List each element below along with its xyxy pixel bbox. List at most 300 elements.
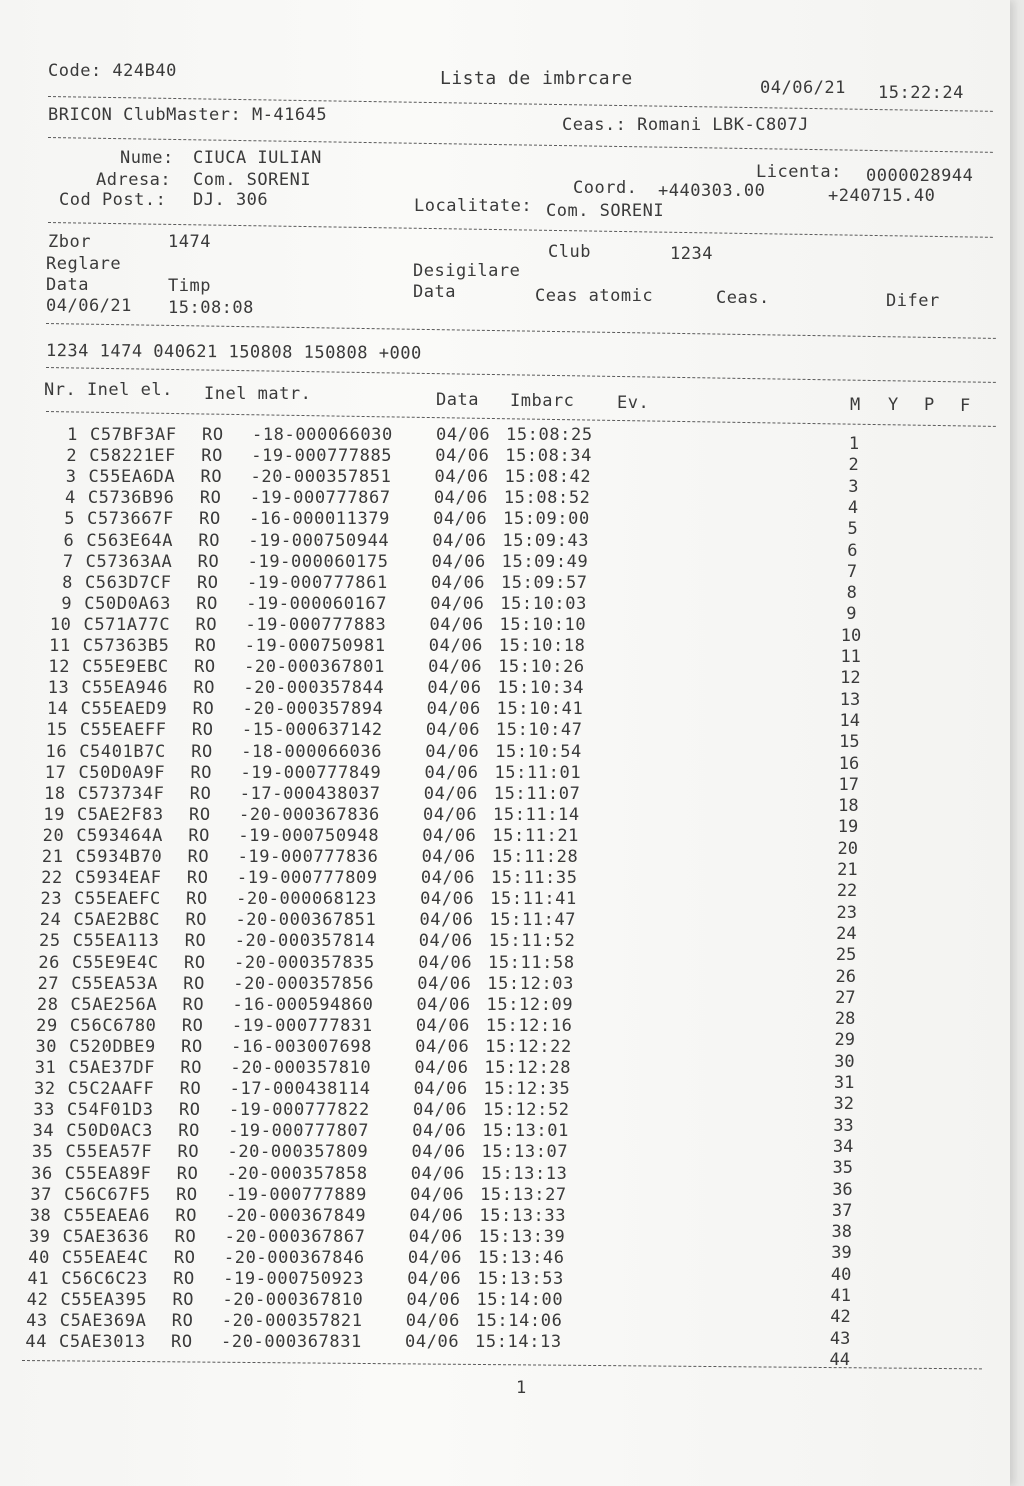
- ring-number: -19-000777861: [246, 572, 388, 593]
- arrival-time: 15:12:09: [486, 994, 574, 1015]
- electronic-ring: C563D7CF: [84, 572, 172, 593]
- country-code: RO: [187, 847, 210, 867]
- position-m: 11: [840, 647, 861, 667]
- electronic-ring: C58221EF: [89, 446, 176, 467]
- ring-number: -19-000777885: [251, 446, 393, 467]
- col-y: Y: [888, 395, 899, 415]
- country-code: RO: [183, 973, 205, 994]
- ring-number: -20-000367867: [224, 1226, 366, 1247]
- country-code: RO: [199, 488, 222, 509]
- ring-number: -20-000357894: [242, 699, 384, 720]
- electronic-ring: C520DBE9: [69, 1036, 156, 1057]
- electronic-ring: C5AE37DF: [68, 1058, 156, 1078]
- owner-address: Com. SORENI: [193, 170, 312, 190]
- arrival-time: 15:10:26: [498, 657, 585, 678]
- country-code: RO: [201, 446, 223, 467]
- country-code: RO: [181, 1036, 203, 1057]
- row-number: 24: [39, 910, 62, 931]
- ring-number: -19-000060175: [247, 551, 389, 572]
- country-code: RO: [191, 720, 214, 741]
- arrival-time: 15:10:03: [500, 593, 587, 614]
- electronic-ring: C55EAEFF: [79, 720, 167, 741]
- arrival-date: 04/06: [424, 762, 479, 783]
- ring-number: -17-000438037: [239, 783, 381, 804]
- arrival-date: 04/06: [428, 636, 483, 656]
- ring-number: -20-000357844: [243, 678, 385, 699]
- electronic-ring: C55EA53A: [71, 973, 158, 994]
- position-m: 8: [846, 583, 857, 604]
- arrival-time: 15:11:14: [493, 804, 580, 825]
- ring-number: -18-000066030: [252, 425, 393, 445]
- row-number: 23: [40, 889, 63, 910]
- table-row: [36, 763, 836, 785]
- arrival-time: 15:11:47: [489, 910, 577, 931]
- arrival-time: 15:13:53: [477, 1269, 564, 1289]
- row-number: 5: [64, 509, 76, 530]
- table-row: [24, 1142, 824, 1164]
- table-row: [26, 1058, 826, 1080]
- ring-number: -16-003007698: [231, 1036, 372, 1057]
- country-code: RO: [172, 1290, 195, 1311]
- table-row: [24, 1121, 824, 1143]
- country-code: RO: [182, 994, 205, 1015]
- country-code: RO: [173, 1269, 195, 1289]
- electronic-ring: C56C67F5: [64, 1184, 151, 1205]
- arrival-date: 04/06: [410, 1184, 465, 1205]
- position-m: 41: [830, 1286, 852, 1306]
- position-m: 3: [848, 476, 859, 497]
- position-m: 17: [838, 774, 859, 795]
- country-code: RO: [196, 572, 219, 593]
- arrival-date: 04/06: [432, 530, 487, 551]
- row-number: 40: [28, 1247, 50, 1268]
- row-number: 25: [39, 931, 61, 952]
- col-p: P: [924, 395, 935, 415]
- row-number: 19: [43, 804, 66, 825]
- arrival-time: 15:14:00: [476, 1290, 564, 1311]
- arrival-date: 04/06: [408, 1226, 463, 1247]
- ring-number: -20-000367846: [223, 1247, 365, 1268]
- position-m: 7: [846, 561, 858, 582]
- ring-number: -19-000750981: [244, 636, 386, 656]
- electronic-ring: C593464A: [76, 825, 163, 846]
- table-row: [22, 1185, 822, 1207]
- reglare-label: Reglare: [46, 254, 122, 274]
- country-code: RO: [193, 678, 216, 699]
- arrival-time: 15:11:07: [493, 783, 581, 804]
- ring-number: -19-000777889: [226, 1184, 367, 1205]
- arrival-time: 15:11:52: [488, 931, 576, 952]
- arrival-time: 15:12:35: [483, 1079, 571, 1100]
- table-row: [32, 889, 832, 911]
- ring-number: -20-000357814: [234, 931, 376, 952]
- arrival-time: 15:10:34: [497, 678, 585, 699]
- print-time: 15:22:24: [878, 83, 964, 103]
- electronic-ring: C54F01D3: [66, 1100, 154, 1121]
- table-row: [29, 974, 829, 996]
- row-number: 2: [66, 446, 78, 467]
- country-code: RO: [200, 467, 223, 488]
- arrival-time: 15:13:27: [480, 1184, 567, 1205]
- table-row: [35, 805, 835, 827]
- country-code: RO: [184, 952, 206, 973]
- arrival-time: 15:12:28: [484, 1058, 572, 1078]
- position-m: 37: [831, 1200, 853, 1221]
- country-code: RO: [180, 1058, 203, 1078]
- row-number: 21: [41, 847, 64, 867]
- electronic-ring: C573734F: [77, 783, 165, 804]
- position-m: 22: [836, 881, 858, 902]
- electronic-ring: C57363AA: [85, 551, 173, 572]
- arrival-date: 04/06: [427, 678, 482, 699]
- licence-number: 0000028944: [866, 166, 974, 186]
- table-row: [48, 425, 848, 447]
- row-number: 6: [63, 530, 75, 551]
- country-code: RO: [194, 657, 216, 678]
- country-code: RO: [197, 551, 220, 572]
- position-m: 6: [847, 540, 858, 561]
- position-m: 42: [830, 1307, 851, 1328]
- table-row: [46, 488, 846, 510]
- position-m: 10: [840, 625, 862, 646]
- row-number: 13: [47, 678, 70, 699]
- col-f: F: [960, 396, 971, 416]
- ring-number: -19-000777822: [228, 1100, 370, 1121]
- arrival-time: 15:10:10: [499, 614, 587, 635]
- table-row: [18, 1311, 818, 1333]
- country-code: RO: [191, 741, 213, 762]
- electronic-ring: C5934EAF: [74, 868, 162, 889]
- arrival-date: 04/06: [406, 1290, 461, 1311]
- arrival-time: 15:09:57: [500, 572, 588, 593]
- arrival-date: 04/06: [426, 699, 481, 720]
- arrival-time: 15:11:01: [494, 762, 582, 783]
- electronic-ring: C55EA946: [81, 678, 169, 699]
- code-label: Code: 424B40: [48, 61, 177, 81]
- electronic-ring: C5AE2F83: [77, 804, 164, 825]
- ring-number: -20-000367849: [225, 1205, 367, 1226]
- arrival-date: 04/06: [420, 889, 475, 910]
- position-m: 15: [839, 732, 860, 753]
- position-m: 31: [833, 1073, 855, 1093]
- table-row: [18, 1290, 818, 1312]
- ring-number: -19-000750944: [248, 530, 390, 551]
- ceas-label: Ceas.: [716, 288, 770, 308]
- arrival-date: 04/06: [425, 720, 481, 741]
- electronic-ring: C5AE369A: [59, 1311, 147, 1332]
- ring-number: -19-000777831: [231, 1015, 373, 1036]
- position-m: 21: [837, 860, 858, 880]
- row-number: 44: [25, 1332, 48, 1353]
- row-number: 28: [36, 994, 59, 1015]
- table-row: [21, 1227, 821, 1249]
- position-m: 23: [836, 902, 857, 923]
- electronic-ring: C5934B70: [75, 847, 163, 867]
- country-code: RO: [188, 825, 210, 846]
- zbor-value: 1474: [168, 232, 211, 252]
- desigilare-label: Desigilare: [413, 261, 521, 281]
- ring-number: -18-000066036: [241, 741, 383, 762]
- row-number: 35: [31, 1142, 54, 1163]
- difer-label: Difer: [886, 291, 940, 311]
- row-number: 16: [45, 741, 68, 762]
- row-number: 34: [32, 1121, 55, 1142]
- ring-number: -16-000011379: [249, 509, 390, 530]
- row-number: 39: [28, 1226, 51, 1247]
- row-number: 41: [27, 1269, 50, 1289]
- row-number: 17: [44, 762, 67, 783]
- divider: [46, 323, 996, 339]
- table-row: [42, 594, 842, 616]
- table-row: [31, 931, 831, 953]
- club-label: Club: [548, 242, 591, 262]
- electronic-ring: C55EAEFC: [74, 889, 161, 910]
- ring-number: -19-000777849: [240, 762, 382, 783]
- row-number: 4: [64, 488, 76, 509]
- arrival-date: 04/06: [421, 847, 476, 867]
- position-m: 38: [831, 1222, 853, 1243]
- address-label: Adresa:: [96, 170, 172, 190]
- arrival-time: 15:10:18: [498, 636, 586, 656]
- electronic-ring: C55E9E4C: [72, 952, 159, 973]
- row-number: 38: [29, 1205, 52, 1226]
- table-row: [37, 742, 837, 764]
- position-m: 20: [837, 838, 858, 859]
- position-m: 13: [839, 689, 861, 710]
- row-number: 32: [34, 1079, 56, 1100]
- table-row: [40, 657, 840, 679]
- divider: [46, 367, 996, 383]
- electronic-ring: C50D0A9F: [78, 762, 166, 783]
- arrival-date: 04/06: [433, 488, 489, 509]
- position-m: 26: [835, 966, 856, 987]
- table-row: [27, 1037, 827, 1059]
- arrival-date: 04/06: [433, 509, 488, 530]
- electronic-ring: C571A77C: [83, 614, 171, 635]
- row-number: 7: [62, 551, 74, 572]
- arrival-time: 15:11:28: [491, 847, 579, 867]
- electronic-ring: C5C2AAFF: [67, 1079, 155, 1100]
- row-number: 8: [62, 572, 73, 593]
- position-m: 9: [846, 604, 857, 625]
- arrival-time: 15:08:52: [503, 488, 591, 509]
- position-m: 14: [839, 710, 860, 731]
- ring-number: -19-000777867: [249, 488, 391, 509]
- table-row: [36, 784, 836, 806]
- arrival-date: 04/06: [407, 1247, 463, 1268]
- arrival-time: 15:11:41: [490, 889, 577, 910]
- position-m: 40: [830, 1264, 852, 1285]
- country-code: RO: [173, 1247, 196, 1268]
- report-title: Lista de imbrcare: [440, 68, 633, 89]
- page-number: 1: [516, 1378, 527, 1398]
- arrival-date: 04/06: [423, 783, 478, 804]
- arrival-date: 04/06: [412, 1121, 467, 1142]
- electronic-ring: C55EAE4C: [61, 1247, 149, 1268]
- table-row: [20, 1248, 820, 1270]
- arrival-date: 04/06: [417, 973, 472, 994]
- country-code: RO: [171, 1311, 194, 1332]
- country-code: RO: [189, 804, 211, 825]
- arrival-time: 15:11:35: [490, 868, 578, 889]
- locality-label: Localitate:: [414, 196, 533, 216]
- electronic-ring: C5AE3013: [59, 1332, 146, 1353]
- country-code: RO: [176, 1163, 199, 1184]
- country-code: RO: [186, 868, 209, 889]
- arrival-time: 15:12:16: [485, 1015, 573, 1036]
- row-number: 11: [49, 636, 71, 656]
- position-m: 36: [832, 1179, 853, 1200]
- position-m: 34: [832, 1136, 854, 1157]
- ring-number: -19-000060167: [246, 593, 388, 614]
- table-row: [25, 1100, 825, 1122]
- arrival-time: 15:14:13: [475, 1332, 562, 1353]
- arrival-time: 15:13:33: [479, 1205, 567, 1226]
- owner-postcode: DJ. 306: [193, 190, 269, 210]
- owner-name: CIUCA IULIAN: [193, 148, 322, 168]
- position-m: 1: [848, 434, 860, 454]
- row-number: 37: [30, 1184, 53, 1205]
- arrival-date: 04/06: [430, 593, 485, 614]
- row-number: 22: [41, 868, 63, 889]
- country-code: RO: [178, 1100, 201, 1121]
- arrival-time: 15:12:22: [485, 1036, 572, 1057]
- electronic-ring: C55EA89F: [64, 1163, 152, 1184]
- country-code: RO: [186, 889, 208, 910]
- electronic-ring: C55EAED9: [80, 699, 168, 720]
- data2-label: Data: [413, 282, 456, 302]
- clock-id: Ceas.: Romani LBK-C807J: [562, 115, 809, 135]
- arrival-date: 04/06: [434, 467, 489, 488]
- row-number: 43: [26, 1311, 48, 1332]
- ring-number: -20-000367801: [244, 657, 385, 678]
- row-number: 15: [46, 720, 68, 741]
- ring-number: -19-000777809: [236, 868, 378, 889]
- arrival-date: 04/06: [420, 868, 476, 889]
- table-row: [26, 1079, 826, 1101]
- electronic-ring: C56C6780: [69, 1015, 157, 1036]
- electronic-ring: C5736B96: [87, 488, 175, 509]
- row-number: 33: [33, 1100, 55, 1121]
- electronic-ring: C5AE256A: [70, 994, 158, 1015]
- row-number: 3: [65, 467, 77, 488]
- row-number: 31: [34, 1058, 57, 1078]
- row-number: 20: [42, 825, 65, 846]
- table-row: [34, 847, 834, 869]
- arrival-time: 15:11:21: [492, 825, 579, 846]
- electronic-ring: C5401B7C: [79, 741, 166, 762]
- ring-number: -19-000750948: [238, 825, 380, 846]
- row-number: 29: [36, 1015, 58, 1036]
- electronic-ring: C50D0AC3: [66, 1121, 153, 1142]
- arrival-time: 15:13:07: [481, 1142, 569, 1163]
- country-code: RO: [198, 530, 221, 551]
- table-row: [44, 552, 844, 574]
- ring-number: -20-000367851: [235, 910, 377, 931]
- divider: [48, 137, 993, 153]
- arrival-time: 15:13:01: [482, 1121, 569, 1142]
- position-m: 33: [833, 1115, 854, 1136]
- position-m: 43: [829, 1328, 851, 1349]
- arrival-time: 15:08:34: [505, 446, 592, 467]
- zbor-label: Zbor: [48, 232, 91, 252]
- country-code: RO: [174, 1226, 197, 1247]
- ring-number: -19-000750923: [223, 1269, 365, 1289]
- arrival-date: 04/06: [430, 572, 486, 593]
- col-ev: Ev.: [617, 393, 650, 413]
- ring-number: -20-000357809: [227, 1142, 369, 1163]
- arrival-date: 04/06: [428, 657, 483, 678]
- position-m: 4: [847, 497, 859, 518]
- coord-label: Coord.: [573, 178, 638, 198]
- row-number: 1: [67, 425, 78, 445]
- row-number: 10: [49, 614, 72, 635]
- country-code: RO: [196, 593, 218, 614]
- arrival-date: 04/06: [431, 551, 486, 572]
- arrival-date: 04/06: [407, 1269, 462, 1289]
- col-inel-matr: Inel matr.: [204, 384, 312, 404]
- licence-label: Licenta:: [756, 162, 842, 182]
- row-number: 26: [38, 952, 60, 973]
- ring-number: -20-000357851: [250, 467, 392, 488]
- arrival-date: 04/06: [429, 614, 484, 635]
- arrival-date: 04/06: [411, 1142, 466, 1163]
- table-row: [19, 1269, 819, 1291]
- electronic-ring: C55EA395: [60, 1290, 148, 1311]
- arrival-date: 04/06: [419, 910, 474, 931]
- arrival-time: 15:10:47: [495, 720, 583, 741]
- coord-lat: +440303.00: [658, 181, 766, 201]
- arrival-time: 15:11:58: [488, 952, 575, 973]
- ring-number: -15-000637142: [241, 720, 383, 741]
- arrival-date: 04/06: [422, 825, 477, 846]
- arrival-time: 15:10:41: [496, 699, 584, 720]
- row-number: 27: [37, 973, 60, 994]
- country-code: RO: [175, 1205, 198, 1226]
- table-row: [47, 446, 847, 468]
- electronic-ring: C55EA113: [72, 931, 160, 952]
- table-row: [45, 509, 845, 531]
- electronic-ring: C55EAEA6: [63, 1205, 151, 1226]
- ring-number: -20-000367836: [239, 804, 380, 825]
- arrival-date: 04/06: [418, 952, 473, 973]
- arrival-date: 04/06: [415, 1036, 470, 1057]
- arrival-time: 15:08:25: [506, 425, 593, 445]
- electronic-ring: C563E64A: [86, 530, 174, 551]
- table-row: [23, 1164, 823, 1186]
- data-label: Data: [46, 275, 89, 295]
- position-m: 18: [838, 796, 859, 817]
- table-row: [44, 531, 844, 553]
- table-row: [28, 1016, 828, 1038]
- table-row: [21, 1206, 821, 1228]
- position-m: 28: [834, 1009, 856, 1030]
- electronic-ring: C55E9EBC: [82, 657, 169, 678]
- arrival-date: 04/06: [414, 1058, 469, 1078]
- electronic-ring: C57363B5: [82, 636, 170, 656]
- country-code: RO: [190, 762, 213, 783]
- electronic-ring: C50D0A63: [84, 593, 171, 614]
- position-m: 30: [834, 1051, 855, 1072]
- position-m: 35: [832, 1158, 853, 1179]
- table-row: [30, 953, 830, 975]
- position-m: 39: [831, 1243, 852, 1264]
- arrival-time: 15:10:54: [495, 741, 582, 762]
- summary-line: 1234 1474 040621 150808 150808 +000: [45, 341, 422, 364]
- arrival-time: 15:08:42: [504, 467, 592, 488]
- arrival-date: 04/06: [425, 741, 480, 762]
- name-label: Nume:: [120, 148, 174, 168]
